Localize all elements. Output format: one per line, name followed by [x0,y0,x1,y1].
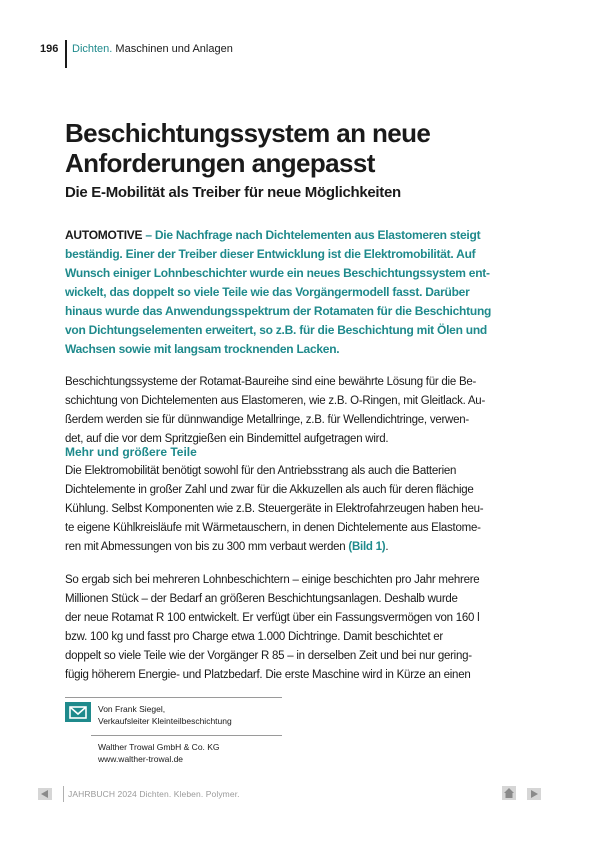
section-subheading: Mehr und größere Teile [65,445,197,459]
author-divider [65,697,282,698]
title-line-2: Anforderungen angepasst [65,148,375,178]
next-page-graphic [527,788,541,800]
body-line: te eigene Kühlkreisläufe mit Wärmetauschern, in denen Dichtelemente aus Elastome- [65,522,481,534]
header-section: Dichten. [72,43,113,55]
body-line: ßerdem werden sie für dünnwandige Metallringe, z.B. für Wellendichtringe, verwen- [65,414,469,426]
author-role: Verkaufsleiter Kleinteilbeschichtung [98,716,232,726]
teaser-keyword: AUTOMOTIVE [65,228,143,242]
article-title [65,118,545,178]
article-subtitle: Die E-Mobilität als Treiber für neue Möglichkeiten [65,184,401,201]
triangle-left-icon[interactable] [38,787,52,805]
body-line: So ergab sich bei mehreren Lohnbeschichtern – einige beschichten pro Jahr mehrere [65,574,480,586]
header-topic: Maschinen und Anlagen [112,43,233,55]
header-divider [65,40,67,68]
body-line-end: . [385,541,389,553]
figure-reference[interactable]: (Bild 1) [348,541,386,553]
mail-icon[interactable] [65,702,91,722]
teaser-line: hinaus wurde das Anwendungsspektrum der Rotamaten für die Beschichtung [65,304,492,318]
body-line: schichtung von Dichtelementen aus Elastomeren, wie z.B. O-Ringen, mit Gleitlack. Au- [65,395,486,407]
publication-name: JAHRBUCH 2024 Dichten. Kleben. Polymer. [68,789,240,799]
footer-divider [63,786,64,802]
body-line [65,538,528,557]
home-icon[interactable] [502,786,516,805]
teaser-line: Wachsen sowie mit langsam trocknenden Lacken. [65,342,340,356]
author-info [98,703,232,727]
body-line: Beschichtungssysteme der Rotamat-Baureihe sind eine bewährte Lösung für die Be- [65,376,477,388]
company-website[interactable]: www.walther-trowal.de [98,754,184,764]
home-graphic [502,786,516,800]
body-line: Die Elektromobilität benötigt sowohl für den Antriebsstrang als auch die Batterien [65,465,457,477]
page-number: 196 [40,43,59,55]
running-header [72,43,233,55]
body-line-text: ren mit Abmessungen von bis zu 300 mm verbaut werden [65,541,349,553]
mail-icon-graphic [65,702,91,722]
body-line: Kühlung. Selbst Komponenten wie z.B. Steuergeräte in Elektrofahrzeugen haben heu- [65,503,484,515]
teaser-line: von Dichtungselementen erweitert, so z.B. für die Beschichtung mit Ölen und [65,323,487,337]
body-line: doppelt so viele Teile wie der Vorgänger R 85 – in derselben Zeit und bei nur gering- [65,650,472,662]
body-line: Millionen Stück – der Bedarf an größeren Beschichtungsanlagen. Deshalb wurde [65,593,458,605]
teaser-line: beständig. Einer der Treiber dieser Entwicklung ist die Elektromobilität. Auf [65,247,476,261]
body-line: fügig höherem Energie- und Platzbedarf. Die erste Maschine wird in Kürze an einen [65,669,471,681]
body-line: Dichtelemente in großer Zahl und zwar für die Akkuzellen als auch für deren flächige [65,484,474,496]
company-info [98,741,220,765]
prev-page-graphic [38,788,52,800]
triangle-right-icon[interactable] [527,787,541,805]
body-line: det, auf die vor dem Spritzgießen ein Bindemittel aufgetragen wird. [65,433,389,445]
teaser-text: – Die Nachfrage nach Dichtelementen aus Elastomeren steigt [142,228,481,242]
title-line-1: Beschichtungssystem an neue [65,118,431,148]
body-line: bzw. 100 kg und fasst pro Charge etwa 1.000 Dichtringe. Damit beschichtet er [65,631,443,643]
teaser-line: Wunsch einiger Lohnbeschichter wurde ein neues Beschichtungssystem ent- [65,266,490,280]
author-name: Von Frank Siegel, [98,704,166,714]
company-name: Walther Trowal GmbH & Co. KG [98,742,220,752]
teaser-line [65,226,528,245]
body-line: der neue Rotamat R 100 entwickelt. Er verfügt über ein Fassungsvermögen von 160 l [65,612,480,624]
company-divider [91,735,282,736]
teaser-line: wickelt, das doppelt so viele Teile wie das Vorgängermodell fasst. Darüber [65,285,470,299]
